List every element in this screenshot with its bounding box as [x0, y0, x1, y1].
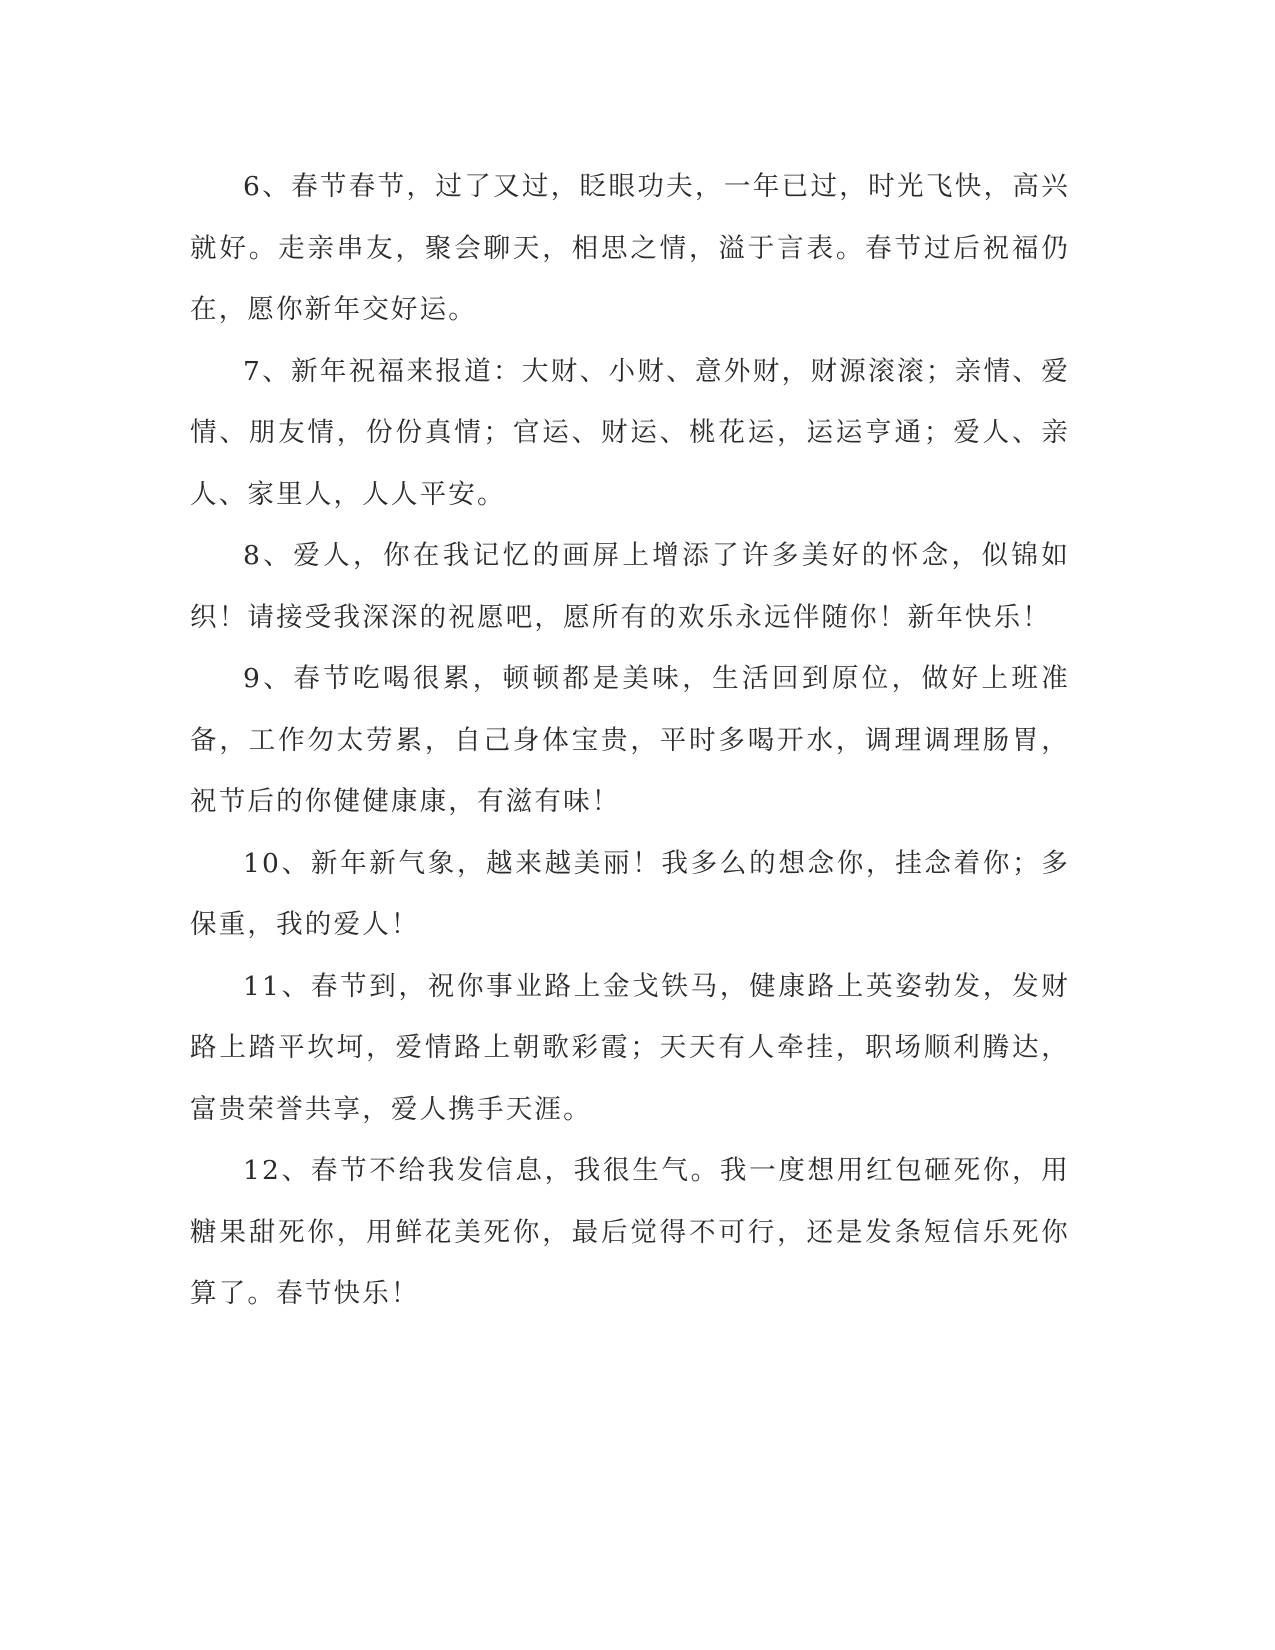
paragraph-11: 11、春节到，祝你事业路上金戈铁马，健康路上英姿勃发，发财路上踏平坎坷，爱情路上朝歌彩霞；天天有人牵挂，职场顺利腾达，富贵荣誉共享，爱人携手天涯。: [190, 970, 1070, 1125]
paragraph-9: 9、春节吃喝很累，顿顿都是美味，生活回到原位，做好上班准备，工作勿太劳累，自己身体宝贵，平时多喝开水，调理调理肠胃，祝节后的你健健康康，有滋有味！: [190, 663, 1070, 817]
paragraph-12: 12、春节不给我发信息，我很生气。我一度想用红包砸死你，用糖果甜死你，用鲜花美死你，最后觉得不可行，还是发条短信乐死你算了。春节快乐！: [190, 1155, 1070, 1309]
paragraph-7: 7、新年祝福来报道：大财、小财、意外财，财源滚滚；亲情、爱情、朋友情，份份真情；官运、财运、桃花运，运运亨通；爱人、亲人、家里人，人人平安。: [190, 355, 1070, 510]
document-body: [190, 156, 1070, 1325]
paragraph-6: 6、春节春节，过了又过，眨眼功夫，一年已过，时光飞快，高兴就好。走亲串友，聚会聊天，相思之情，溢于言表。春节过后祝福仍在，愿你新年交好运。: [190, 171, 1070, 325]
paragraph-8: 8、爱人，你在我记忆的画屏上增添了许多美好的怀念，似锦如织！请接受我深深的祝愿吧，愿所有的欢乐永远伴随你！新年快乐！: [190, 540, 1070, 633]
paragraph-10: 10、新年新气象，越来越美丽！我多么的想念你，挂念着你；多保重，我的爱人！: [190, 847, 1070, 940]
